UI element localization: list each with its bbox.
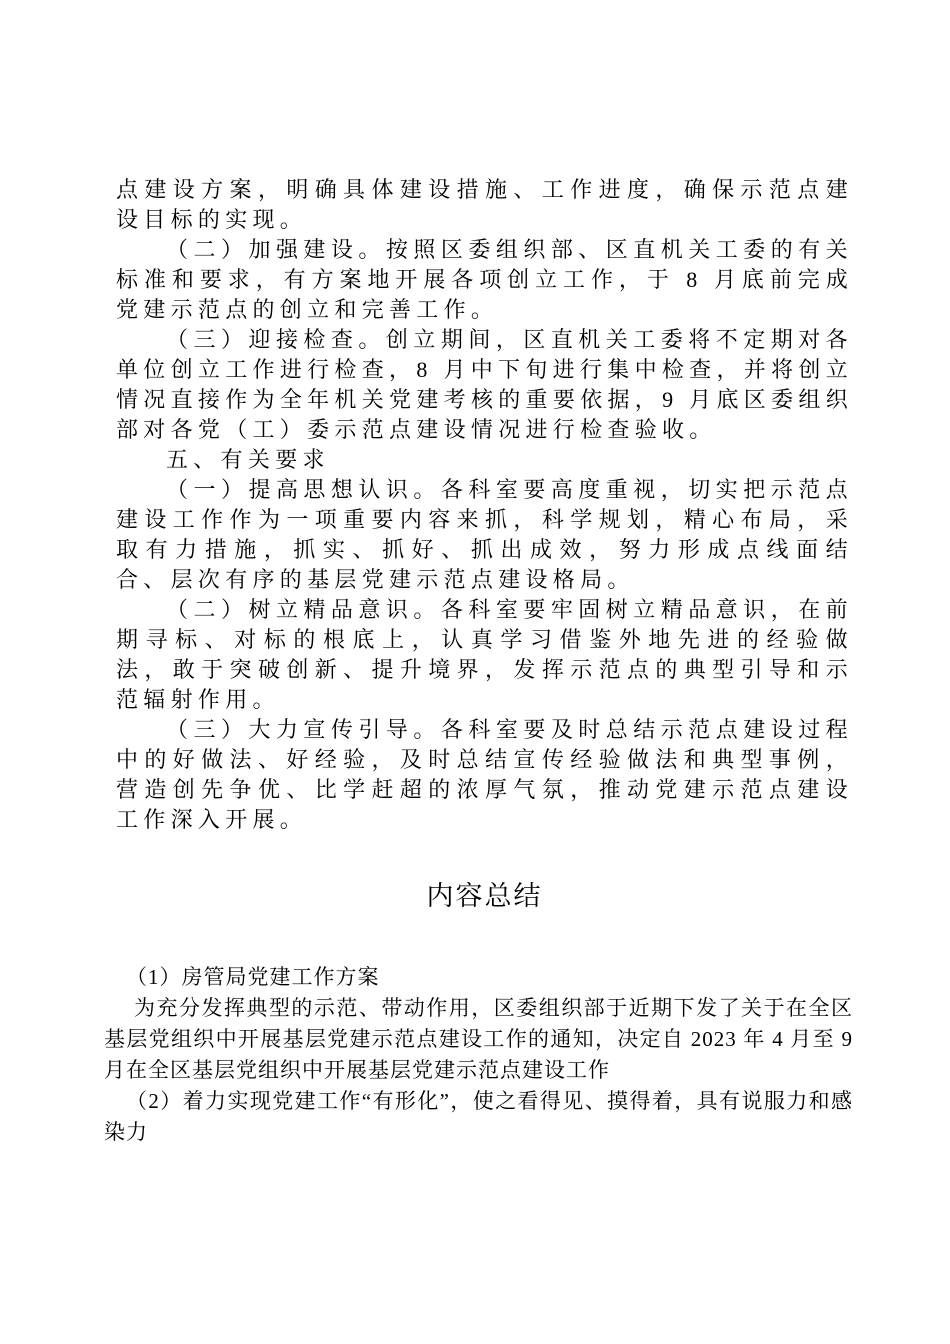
summary-heading: 内容总结 (426, 881, 543, 911)
body-paragraph-continuation: 点建设方案，明确具体建设措施、工作进度，确保示范点建设目标的实现。 (116, 177, 853, 232)
body-paragraph-requirement-3: （三）大力宣传引导。各科室要及时总结示范点建设过程中的好做法、好经验，及时总结宣传经验做法和典型事例，营造创先争优、比学赶超的浓厚气氛，推动党建示范点建设工作深入开展。 (116, 717, 853, 832)
summary-item-2: （2）着力实现党建工作“有形化”，使之看得见、摸得着，具有说服力和感染力 (104, 1089, 853, 1144)
body-paragraph-item-3: （三）迎接检查。创立期间，区直机关工委将不定期对各单位创立工作进行检查，8 月中下旬进行集中检查，并将创立情况直接作为全年机关党建考核的重要依据，9 月底区委组织部对各党（工）委示范点建设情况进行检查验收。 (116, 327, 853, 442)
body-section-heading-5: 五、有关要求 (166, 447, 330, 472)
body-paragraph-item-2: （二）加强建设。按照区委组织部、区直机关工委的有关标准和要求，有方案地开展各项创立工作，于 8 月底前完成党建示范点的创立和完善工作。 (116, 237, 853, 322)
body-paragraph-requirement-2: （二）树立精品意识。各科室要牢固树立精品意识，在前期寻标、对标的根底上，认真学习借鉴外地先进的经验做法，敢于突破创新、提升境界，发挥示范点的典型引导和示范辐射作用。 (116, 597, 853, 712)
summary-section (104, 962, 853, 1148)
summary-item-1: （1）房管局党建工作方案 (126, 965, 380, 989)
body-paragraph-requirement-1: （一）提高思想认识。各科室要高度重视，切实把示范点建设工作作为一项重要内容来抓，科学规划，精心布局，采取有力措施，抓实、抓好、抓出成效，努力形成点线面结合、层次有序的基层党建示范点建设格局。 (116, 477, 853, 592)
document-body (116, 175, 853, 835)
summary-item-1-detail: 为充分发挥典型的示范、带动作用，区委组织部于近期下发了关于在全区基层党组织中开展基层党建示范点建设工作的通知，决定自 2023 年 4 月至 9 月在全区基层党组织中开展基层党建示范点建设工作 (104, 996, 853, 1082)
